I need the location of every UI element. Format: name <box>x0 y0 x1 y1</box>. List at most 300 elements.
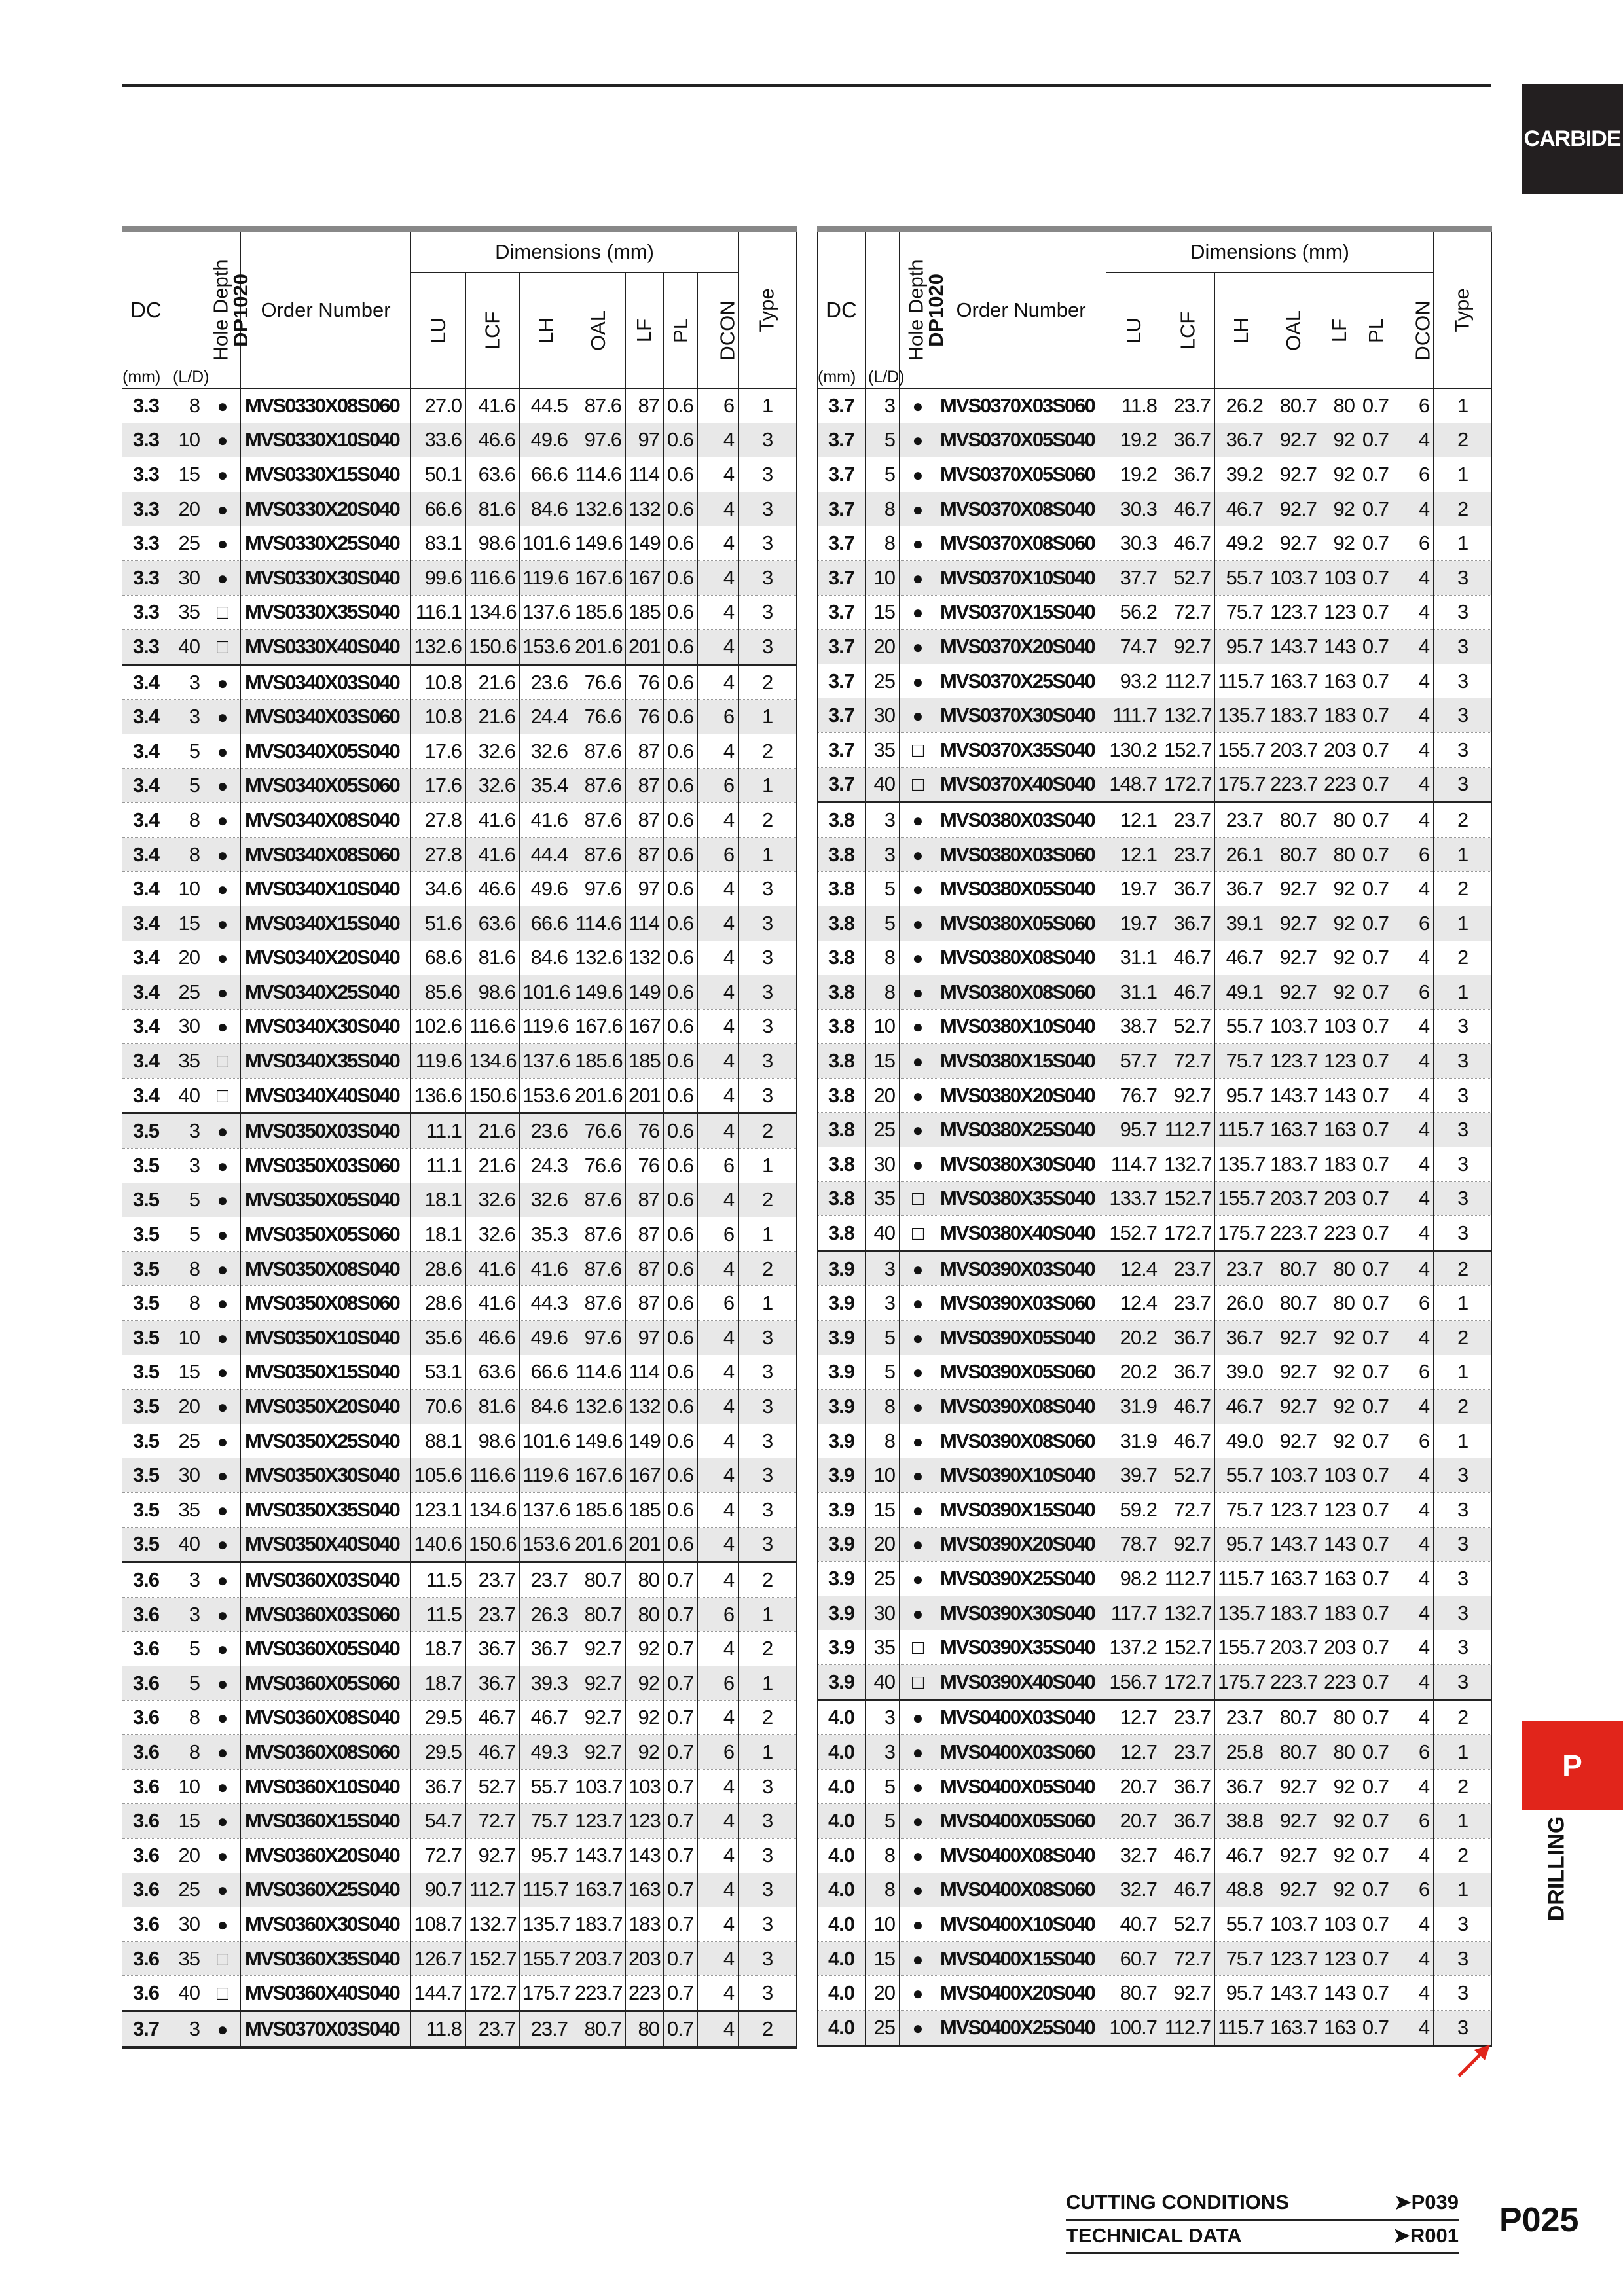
grade-stock-cell <box>204 2011 241 2047</box>
pl-cell: 0.6 <box>664 492 698 526</box>
in-stock-dot-icon: ● <box>217 1431 228 1452</box>
lh-cell: 153.6 <box>520 1527 572 1562</box>
tab-carbide[interactable]: CARBIDE <box>1522 84 1623 194</box>
in-stock-dot-icon: ● <box>912 1845 923 1866</box>
lu-cell: 27.8 <box>411 837 466 872</box>
pl-cell: 0.7 <box>1359 1078 1393 1113</box>
grade-stock-cell <box>204 837 241 872</box>
table-row <box>122 1493 797 1528</box>
grade-stock-cell <box>204 1976 241 2011</box>
type-cell: 3 <box>739 1424 797 1458</box>
pl-cell: 0.6 <box>664 1527 698 1562</box>
dcon-cell: 6 <box>698 1735 739 1770</box>
grade-stock-cell <box>900 1424 936 1458</box>
grade-stock-cell <box>204 664 241 700</box>
order-number-cell: MVS0360X30S040 <box>241 1907 411 1942</box>
lcf-cell: 112.7 <box>1161 664 1215 698</box>
technical-data-link[interactable] <box>1066 2221 1459 2254</box>
lu-cell: 28.6 <box>411 1251 466 1286</box>
lcf-cell: 36.7 <box>466 1666 520 1700</box>
hole-depth-cell: 15 <box>866 1493 900 1528</box>
lh-cell: 101.6 <box>520 526 572 561</box>
pl-cell: 0.7 <box>1359 1390 1393 1424</box>
hole-depth-cell: 30 <box>866 1596 900 1630</box>
in-stock-dot-icon: ● <box>912 1016 923 1037</box>
dc-cell: 3.8 <box>818 872 866 906</box>
grade-stock-cell <box>900 1321 936 1355</box>
lu-cell: 114.7 <box>1106 1147 1161 1182</box>
oal-cell: 143.7 <box>1267 1976 1321 2011</box>
hole-depth-cell: 8 <box>170 803 204 838</box>
lf-cell: 123 <box>1321 1941 1359 1976</box>
in-stock-dot-icon: ● <box>912 430 923 451</box>
dcon-cell: 4 <box>1393 560 1434 595</box>
lu-cell: 156.7 <box>1106 1664 1161 1700</box>
in-stock-dot-icon: ● <box>912 499 923 520</box>
lu-header-label: LU <box>426 317 450 344</box>
table-row <box>818 1873 1492 1907</box>
table-row <box>818 1976 1492 2011</box>
order-number-cell: MVS0390X10S040 <box>936 1458 1106 1493</box>
lh-cell: 46.7 <box>1215 492 1267 526</box>
hole-depth-cell: 15 <box>170 1804 204 1839</box>
dc-cell: 3.8 <box>818 1009 866 1044</box>
dcon-cell: 4 <box>698 457 739 492</box>
type-cell: 3 <box>739 1804 797 1839</box>
type-cell: 3 <box>1434 1147 1492 1182</box>
oal-cell: 80.7 <box>572 1597 626 1632</box>
lu-cell: 74.7 <box>1106 630 1161 664</box>
order-number-cell: MVS0390X30S040 <box>936 1596 1106 1630</box>
lu-cell: 152.7 <box>1106 1216 1161 1251</box>
order-number-cell: MVS0400X08S040 <box>936 1838 1106 1873</box>
pl-cell: 0.6 <box>664 872 698 906</box>
table-row <box>818 906 1492 941</box>
tab-drilling-label: DRILLING <box>1544 1816 1569 1922</box>
type-cell: 2 <box>1434 941 1492 975</box>
type-cell: 3 <box>739 1458 797 1493</box>
dcon-header <box>1393 273 1434 389</box>
made-to-order-square-icon: □ <box>911 1223 924 1245</box>
hole-depth-cell: 5 <box>866 457 900 492</box>
order-number-cell: MVS0340X15S040 <box>241 906 411 941</box>
type-cell: 3 <box>1434 1596 1492 1630</box>
lh-cell: 95.7 <box>1215 1078 1267 1113</box>
order-number-cell: MVS0390X08S060 <box>936 1424 1106 1458</box>
lu-cell: 31.9 <box>1106 1390 1161 1424</box>
order-number-cell: MVS0380X05S060 <box>936 906 1106 941</box>
hole-depth-cell: 8 <box>170 1251 204 1286</box>
lf-header-label: LF <box>632 318 656 343</box>
in-stock-dot-icon: ● <box>912 810 923 831</box>
lh-cell: 23.7 <box>520 1562 572 1598</box>
lh-cell: 95.7 <box>1215 630 1267 664</box>
dc-cell: 4.0 <box>818 2010 866 2045</box>
order-number-cell: MVS0370X05S040 <box>936 423 1106 457</box>
dcon-cell: 4 <box>698 1700 739 1735</box>
oal-cell: 87.6 <box>572 1251 626 1286</box>
lu-cell: 20.2 <box>1106 1321 1161 1355</box>
lh-cell: 119.6 <box>520 1009 572 1044</box>
oal-cell: 92.7 <box>1267 526 1321 561</box>
lu-cell: 32.7 <box>1106 1873 1161 1907</box>
lu-cell: 29.5 <box>411 1700 466 1735</box>
table-row <box>122 1078 797 1113</box>
order-number-cell: MVS0370X03S060 <box>936 389 1106 423</box>
in-stock-dot-icon: ● <box>912 1362 923 1383</box>
tab-p[interactable]: P <box>1522 1721 1623 1810</box>
lf-cell: 223 <box>626 1976 664 2011</box>
hole-depth-cell: 30 <box>170 1009 204 1044</box>
lf-cell: 183 <box>1321 698 1359 733</box>
lh-cell: 46.7 <box>1215 1390 1267 1424</box>
lcf-cell: 36.7 <box>1161 1355 1215 1390</box>
lh-cell: 26.2 <box>1215 389 1267 423</box>
hole-depth-cell: 3 <box>170 1562 204 1598</box>
lh-cell: 49.2 <box>1215 526 1267 561</box>
lf-cell: 92 <box>1321 906 1359 941</box>
pl-cell: 0.7 <box>1359 1321 1393 1355</box>
order-number-cell: MVS0380X08S060 <box>936 975 1106 1010</box>
oal-cell: 183.7 <box>1267 1147 1321 1182</box>
in-stock-dot-icon: ● <box>912 1293 923 1314</box>
hole-depth-cell: 8 <box>866 1838 900 1873</box>
hole-depth-cell: 8 <box>170 1700 204 1735</box>
lcf-cell: 112.7 <box>1161 1562 1215 1596</box>
grade-stock-cell <box>204 1217 241 1252</box>
oal-cell: 97.6 <box>572 423 626 457</box>
lcf-cell: 63.6 <box>466 1355 520 1390</box>
oal-cell: 123.7 <box>1267 1044 1321 1079</box>
lcf-cell: 23.7 <box>1161 837 1215 872</box>
lh-cell: 23.7 <box>520 2011 572 2047</box>
dc-cell: 3.4 <box>122 941 170 975</box>
pl-header-label: PL <box>1364 318 1387 343</box>
pl-cell: 0.6 <box>664 1044 698 1079</box>
dcon-cell: 4 <box>1393 1630 1434 1665</box>
hole-depth-cell: 15 <box>866 1941 900 1976</box>
hole-depth-cell: 15 <box>866 595 900 630</box>
hole-depth-cell: 8 <box>866 1424 900 1458</box>
dcon-cell: 4 <box>1393 492 1434 526</box>
hole-depth-header-label: Hole Depth <box>209 259 232 361</box>
pl-cell: 0.7 <box>1359 941 1393 975</box>
table-row <box>818 1044 1492 1079</box>
oal-cell: 92.7 <box>1267 1390 1321 1424</box>
dcon-cell: 6 <box>1393 389 1434 423</box>
table-row <box>122 1941 797 1976</box>
grade-stock-cell <box>204 1941 241 1976</box>
lcf-cell: 134.6 <box>466 595 520 630</box>
dc-cell: 3.3 <box>122 560 170 595</box>
pl-cell: 0.7 <box>1359 1562 1393 1596</box>
table-row <box>122 2011 797 2047</box>
lcf-cell: 172.7 <box>466 1976 520 2011</box>
type-cell: 2 <box>739 1183 797 1217</box>
pl-cell: 0.7 <box>1359 1216 1393 1251</box>
oal-cell: 163.7 <box>572 1873 626 1907</box>
table-row <box>818 1009 1492 1044</box>
lu-cell: 34.6 <box>411 872 466 906</box>
lh-cell: 55.7 <box>1215 560 1267 595</box>
pl-cell: 0.6 <box>664 1183 698 1217</box>
table-row <box>122 700 797 734</box>
order-number-cell: MVS0360X05S040 <box>241 1632 411 1666</box>
made-to-order-square-icon: □ <box>216 1948 228 1970</box>
dc-cell: 3.9 <box>818 1424 866 1458</box>
dcon-cell: 4 <box>1393 664 1434 698</box>
dcon-cell: 4 <box>1393 1216 1434 1251</box>
order-number-header <box>241 229 411 389</box>
lcf-cell: 152.7 <box>1161 1181 1215 1216</box>
pl-cell: 0.6 <box>664 768 698 803</box>
oal-cell: 80.7 <box>1267 389 1321 423</box>
lu-cell: 11.5 <box>411 1597 466 1632</box>
hole-depth-cell: 8 <box>170 1286 204 1321</box>
oal-cell: 123.7 <box>1267 1493 1321 1528</box>
dcon-cell: 4 <box>698 734 739 768</box>
grade-stock-cell <box>204 1838 241 1873</box>
dc-cell: 3.5 <box>122 1183 170 1217</box>
type-cell: 1 <box>739 768 797 803</box>
table-row <box>122 560 797 595</box>
type-cell: 3 <box>1434 1976 1492 2011</box>
dc-cell: 3.8 <box>818 975 866 1010</box>
type-cell: 2 <box>1434 1700 1492 1735</box>
lf-cell: 185 <box>626 595 664 630</box>
order-number-cell: MVS0340X08S040 <box>241 803 411 838</box>
lu-cell: 40.7 <box>1106 1907 1161 1942</box>
lf-cell: 87 <box>626 803 664 838</box>
pl-cell: 0.7 <box>1359 560 1393 595</box>
type-cell: 1 <box>1434 1355 1492 1390</box>
order-number-cell: MVS0340X25S040 <box>241 975 411 1010</box>
grade-stock-cell <box>204 1321 241 1355</box>
pl-cell: 0.7 <box>1359 1251 1393 1286</box>
lcf-cell: 134.6 <box>466 1493 520 1528</box>
dc-cell: 3.3 <box>122 595 170 630</box>
hole-depth-cell: 5 <box>170 1666 204 1700</box>
in-stock-dot-icon: ● <box>912 1914 923 1935</box>
grade-stock-cell <box>204 1009 241 1044</box>
pl-cell: 0.7 <box>1359 1527 1393 1562</box>
table-row <box>818 1804 1492 1839</box>
dcon-cell: 4 <box>1393 423 1434 457</box>
order-number-cell: MVS0360X40S040 <box>241 1976 411 2011</box>
in-stock-dot-icon: ● <box>217 844 228 865</box>
lf-cell: 80 <box>626 1597 664 1632</box>
dc-cell: 3.8 <box>818 802 866 838</box>
oal-cell: 92.7 <box>1267 872 1321 906</box>
grade-stock-cell <box>900 1355 936 1390</box>
lcf-cell: 23.7 <box>1161 1286 1215 1321</box>
dc-header <box>818 229 866 389</box>
product-table-right <box>817 226 1492 2047</box>
in-stock-dot-icon: ● <box>217 1639 228 1660</box>
lh-cell: 135.7 <box>1215 1596 1267 1630</box>
in-stock-dot-icon: ● <box>217 672 228 693</box>
lf-cell: 92 <box>1321 1769 1359 1804</box>
oal-header-label: OAL <box>587 310 610 351</box>
order-number-cell: MVS0350X35S040 <box>241 1493 411 1528</box>
hole-depth-cell: 25 <box>170 1424 204 1458</box>
dcon-cell: 4 <box>1393 630 1434 664</box>
lcf-cell: 150.6 <box>466 630 520 665</box>
lh-cell: 44.3 <box>520 1286 572 1321</box>
type-cell: 2 <box>1434 1390 1492 1424</box>
in-stock-dot-icon: ● <box>217 1914 228 1935</box>
dc-cell: 3.4 <box>122 1078 170 1113</box>
hole-depth-cell: 25 <box>170 1873 204 1907</box>
type-cell: 2 <box>1434 492 1492 526</box>
pl-cell: 0.6 <box>664 1286 698 1321</box>
lh-cell: 155.7 <box>1215 1630 1267 1665</box>
type-cell: 2 <box>1434 1838 1492 1873</box>
dcon-cell: 4 <box>698 1527 739 1562</box>
order-number-cell: MVS0340X35S040 <box>241 1044 411 1079</box>
hole-depth-cell: 5 <box>170 768 204 803</box>
table-row <box>818 1596 1492 1630</box>
dc-cell: 3.7 <box>122 2011 170 2047</box>
lcf-cell: 112.7 <box>466 1873 520 1907</box>
oal-cell: 114.6 <box>572 1355 626 1390</box>
oal-cell: 163.7 <box>1267 664 1321 698</box>
hole-depth-cell: 10 <box>170 1769 204 1804</box>
dc-cell: 3.6 <box>122 1735 170 1770</box>
in-stock-dot-icon: ● <box>217 707 228 728</box>
grade-stock-cell <box>900 698 936 733</box>
lh-cell: 119.6 <box>520 560 572 595</box>
lcf-cell: 23.7 <box>466 1562 520 1598</box>
lcf-cell: 46.7 <box>1161 526 1215 561</box>
table-row <box>818 732 1492 767</box>
order-number-cell: MVS0360X03S040 <box>241 1562 411 1598</box>
lu-cell: 10.8 <box>411 700 466 734</box>
lcf-cell: 36.7 <box>1161 872 1215 906</box>
lh-cell: 175.7 <box>520 1976 572 2011</box>
type-cell: 2 <box>739 1700 797 1735</box>
lcf-cell: 23.7 <box>1161 1700 1215 1735</box>
grade-stock-cell <box>900 802 936 838</box>
lcf-cell: 116.6 <box>466 1009 520 1044</box>
order-number-cell: MVS0340X03S060 <box>241 700 411 734</box>
lh-cell: 23.7 <box>1215 802 1267 838</box>
type-cell: 3 <box>739 1044 797 1079</box>
lu-cell: 33.6 <box>411 423 466 457</box>
hole-depth-cell: 10 <box>866 560 900 595</box>
type-cell: 2 <box>1434 1321 1492 1355</box>
table-row <box>122 1113 797 1149</box>
dcon-cell: 4 <box>698 1424 739 1458</box>
table-row <box>818 1493 1492 1528</box>
oal-cell: 87.6 <box>572 389 626 423</box>
oal-cell: 80.7 <box>1267 1251 1321 1286</box>
oal-cell: 223.7 <box>1267 1664 1321 1700</box>
lh-cell: 137.6 <box>520 1044 572 1079</box>
hole-depth-cell: 5 <box>866 1769 900 1804</box>
lcf-cell: 98.6 <box>466 526 520 561</box>
lcf-cell: 63.6 <box>466 906 520 941</box>
oal-cell: 92.7 <box>1267 1873 1321 1907</box>
lf-cell: 185 <box>626 1044 664 1079</box>
lu-cell: 126.7 <box>411 1941 466 1976</box>
table-row <box>818 1424 1492 1458</box>
hole-depth-cell: 5 <box>866 1355 900 1390</box>
lf-cell: 123 <box>626 1804 664 1839</box>
pl-cell: 0.7 <box>664 1769 698 1804</box>
type-cell: 3 <box>739 1321 797 1355</box>
lu-cell: 19.2 <box>1106 457 1161 492</box>
oal-cell: 203.7 <box>1267 732 1321 767</box>
dc-cell: 3.5 <box>122 1458 170 1493</box>
type-cell: 1 <box>739 700 797 734</box>
lh-cell: 95.7 <box>520 1838 572 1873</box>
dcon-cell: 6 <box>698 389 739 423</box>
order-number-cell: MVS0350X25S040 <box>241 1424 411 1458</box>
dc-cell: 3.4 <box>122 1044 170 1079</box>
pl-cell: 0.7 <box>664 1632 698 1666</box>
dc-cell: 3.3 <box>122 457 170 492</box>
order-number-cell: MVS0380X20S040 <box>936 1078 1106 1113</box>
lcf-cell: 46.7 <box>1161 1390 1215 1424</box>
order-number-cell: MVS0380X03S060 <box>936 837 1106 872</box>
grade-stock-cell <box>900 1976 936 2011</box>
type-cell: 1 <box>739 1666 797 1700</box>
oal-cell: 132.6 <box>572 492 626 526</box>
lf-cell: 92 <box>1321 975 1359 1010</box>
hole-depth-cell: 10 <box>866 1009 900 1044</box>
hole-depth-cell: 15 <box>866 1044 900 1079</box>
lcf-cell: 92.7 <box>1161 1078 1215 1113</box>
hole-depth-cell: 30 <box>170 1458 204 1493</box>
lu-cell: 27.0 <box>411 389 466 423</box>
order-number-cell: MVS0360X08S040 <box>241 1700 411 1735</box>
dc-cell: 3.9 <box>818 1321 866 1355</box>
in-stock-dot-icon: ● <box>217 1397 228 1418</box>
lu-cell: 30.3 <box>1106 526 1161 561</box>
lcf-cell: 46.7 <box>1161 941 1215 975</box>
lu-cell: 28.6 <box>411 1286 466 1321</box>
pl-cell: 0.7 <box>1359 630 1393 664</box>
dc-cell: 3.6 <box>122 1562 170 1598</box>
order-number-header <box>936 229 1106 389</box>
cutting-conditions-link[interactable] <box>1066 2187 1459 2221</box>
tab-drilling[interactable] <box>1524 1816 1590 1922</box>
hole-depth-cell: 8 <box>170 389 204 423</box>
grade-stock-cell <box>900 1700 936 1735</box>
type-cell: 2 <box>739 664 797 700</box>
lh-cell: 137.6 <box>520 595 572 630</box>
table-row <box>818 1838 1492 1873</box>
lcf-cell: 134.6 <box>466 1044 520 1079</box>
dcon-cell: 4 <box>1393 767 1434 802</box>
lf-cell: 97 <box>626 872 664 906</box>
lcf-cell: 21.6 <box>466 664 520 700</box>
type-cell: 3 <box>1434 2010 1492 2045</box>
dc-cell: 3.9 <box>818 1458 866 1493</box>
table-row <box>818 595 1492 630</box>
oal-cell: 76.6 <box>572 1149 626 1183</box>
order-number-cell: MVS0370X30S040 <box>936 698 1106 733</box>
in-stock-dot-icon: ● <box>217 464 228 485</box>
pl-cell: 0.7 <box>664 1838 698 1873</box>
lcf-cell: 116.6 <box>466 560 520 595</box>
oal-cell: 123.7 <box>1267 595 1321 630</box>
lf-cell: 123 <box>1321 595 1359 630</box>
oal-cell: 132.6 <box>572 1390 626 1424</box>
hole-depth-cell: 3 <box>866 1251 900 1286</box>
order-number-cell: MVS0350X08S040 <box>241 1251 411 1286</box>
